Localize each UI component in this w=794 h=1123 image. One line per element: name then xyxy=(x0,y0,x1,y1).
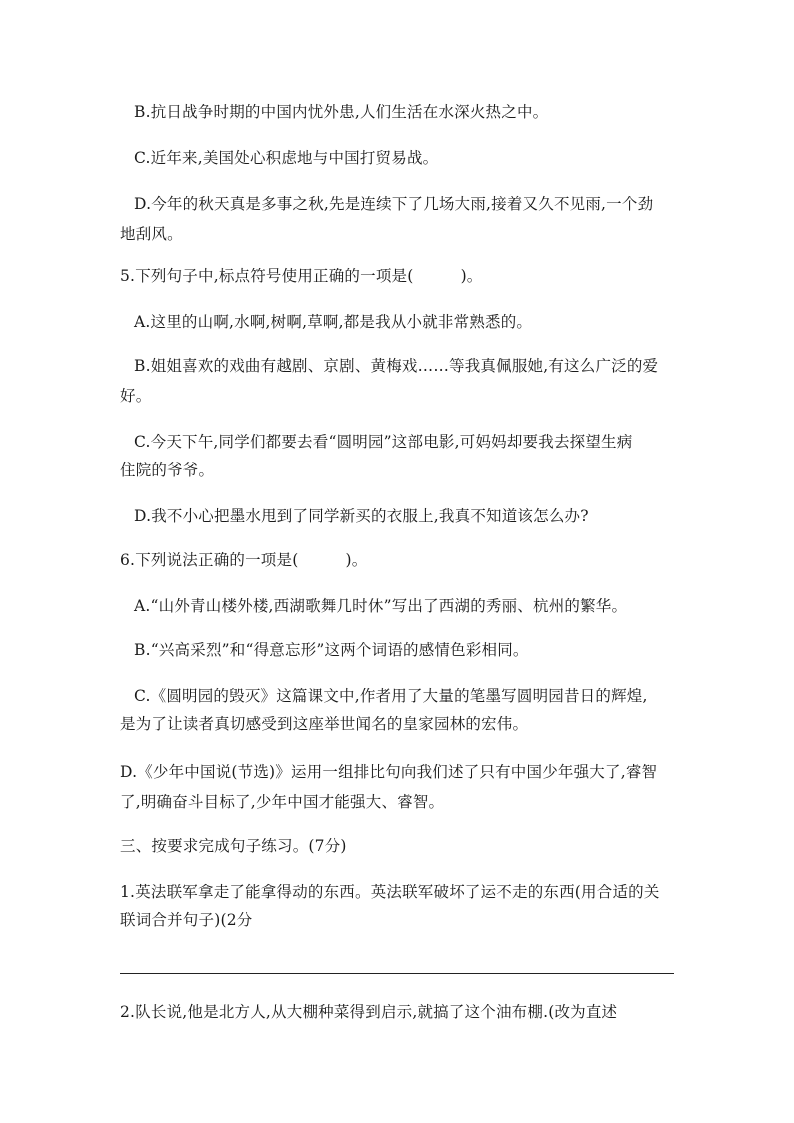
s3-q1-line1: 1.英法联军拿走了能拿得动的东西。英法联军破坏了运不走的东西(用合适的关 xyxy=(120,883,660,901)
q6-option-d-line2: 了,明确奋斗目标了,少年中国才能强大、睿智。 xyxy=(120,793,445,811)
q5-option-b-line1: B.姐姐喜欢的戏曲有越剧、京剧、黄梅戏……等我真佩服她,有这么广泛的爱 xyxy=(134,357,659,375)
q5-option-c-line1: C.今天下午,同学们都要去看“圆明园”这部电影,可妈妈却要我去探望生病 xyxy=(134,433,633,451)
s3-q1-line2: 联词合并句子)(2分 xyxy=(120,911,253,929)
q6-option-c-line2: 是为了让读者真切感受到这座举世闻名的皇家园林的宏伟。 xyxy=(120,715,529,733)
s3-q2-line1: 2.队长说,他是北方人,从大棚种菜得到启示,就搞了这个油布棚.(改为直述 xyxy=(120,1003,618,1021)
q6-option-b: B.“兴高采烈”和“得意忘形”这两个词语的感情色彩相同。 xyxy=(134,641,529,659)
q6-option-a: A.“山外青山楼外楼,西湖歌舞几时休”写出了西湖的秀丽、杭州的繁华。 xyxy=(134,597,628,615)
q6-stem: 6.下列说法正确的一项是( )。 xyxy=(120,551,368,569)
q4-option-d-line1: D.今年的秋天真是多事之秋,先是连续下了几场大雨,接着又久不见雨,一个劲 xyxy=(134,195,654,213)
q4-option-b: B.抗日战争时期的中国内忧外患,人们生活在水深火热之中。 xyxy=(134,103,549,121)
section-heading: 三、按要求完成句子练习。(7分) xyxy=(120,837,347,855)
q5-option-a: A.这里的山啊,水啊,树啊,草啊,都是我从小就非常熟悉的。 xyxy=(134,313,533,331)
q5-option-d: D.我不小心把墨水甩到了同学新买的衣服上,我真不知道该怎么办? xyxy=(134,507,589,525)
answer-line[interactable] xyxy=(120,973,674,974)
q4-option-c: C.近年来,美国处心积虑地与中国打贸易战。 xyxy=(134,149,439,167)
q6-option-d-line1: D.《少年中国说(节选)》运用一组排比句向我们述了只有中国少年强大了,睿智 xyxy=(120,763,658,781)
q5-stem: 5.下列句子中,标点符号使用正确的一项是( )。 xyxy=(120,267,483,285)
q5-option-c-line2: 住院的爷爷。 xyxy=(120,461,215,479)
q4-option-d-line2: 地刮风。 xyxy=(120,225,183,243)
q5-option-b-line2: 好。 xyxy=(120,387,152,405)
q6-option-c-line1: C.《圆明园的毁灭》这篇课文中,作者用了大量的笔墨写圆明园昔日的辉煌, xyxy=(134,687,648,705)
